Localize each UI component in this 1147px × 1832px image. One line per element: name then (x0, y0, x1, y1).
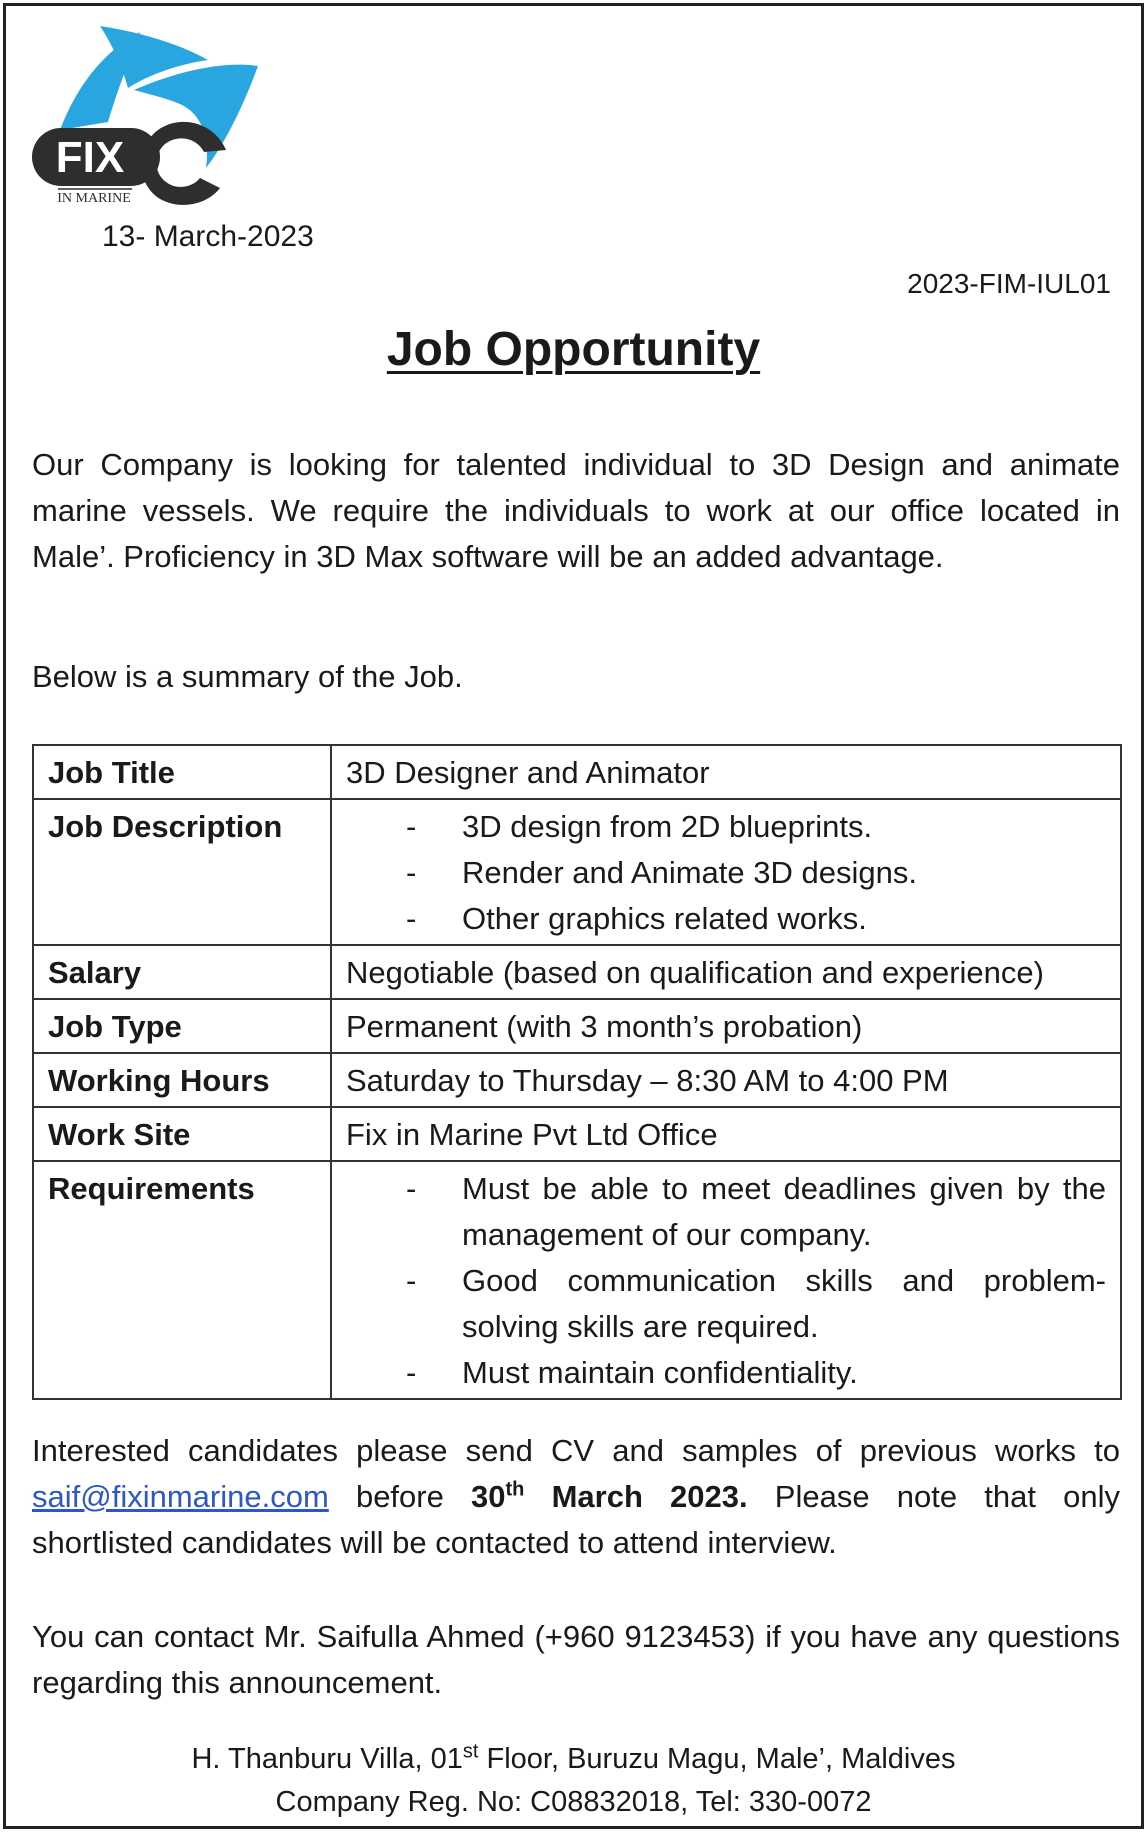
table-row (33, 1053, 1121, 1107)
work-site-value: Fix in Marine Pvt Ltd Office (331, 1107, 1121, 1161)
work-site-label: Work Site (33, 1107, 331, 1161)
requirements-label: Requirements (33, 1161, 331, 1399)
working-hours-label: Working Hours (33, 1053, 331, 1107)
job-announcement-page (3, 3, 1144, 1829)
working-hours-value: Saturday to Thursday – 8:30 AM to 4:00 PM (331, 1053, 1121, 1107)
deadline (471, 1479, 748, 1514)
reference-number: 2023-FIM-IUL01 (907, 268, 1111, 299)
table-row (33, 945, 1121, 999)
logo-brand: FIX (55, 133, 125, 182)
company-logo (30, 18, 266, 208)
list-item: - Good communication skills and problem-solving skills are required. (346, 1258, 1106, 1350)
job-description-label: Job Description (33, 799, 331, 945)
requirements-list (346, 1166, 1106, 1396)
list-item: - Other graphics related works. (346, 896, 1106, 942)
apply-note: Please note that only shortlisted candidates will be contacted to attend interview. (32, 1479, 1120, 1560)
contact-paragraph: You can contact Mr. Saifulla Ahmed (+960 9123453) if you have any questions regarding this announcement. (32, 1619, 1120, 1700)
job-description-value (331, 799, 1121, 945)
job-type-label: Job Type (33, 999, 331, 1053)
footer (6, 1738, 1141, 1824)
deadline-day: 30 (471, 1479, 506, 1514)
announcement-date: 13- March-2023 (102, 220, 314, 253)
page-title: Job Opportunity (386, 323, 761, 376)
list-item: - Must be able to meet deadlines given by the management of our company. (346, 1166, 1106, 1258)
requirements-value (331, 1161, 1121, 1399)
list-item: - Render and Animate 3D designs. (346, 850, 1106, 896)
table-row (33, 999, 1121, 1053)
job-type-value: Permanent (with 3 month’s probation) (331, 999, 1121, 1053)
salary-label: Salary (33, 945, 331, 999)
footer-address (6, 1738, 1141, 1781)
address-pre: H. Thanburu Villa, 01 (191, 1743, 463, 1775)
list-item: - Must maintain confidentiality. (346, 1350, 1106, 1396)
address-sup: st (462, 1740, 479, 1763)
table-row (33, 799, 1121, 945)
job-summary-table (32, 744, 1122, 1400)
address-post: Floor, Buruzu Magu, Male’, Maldives (478, 1743, 956, 1775)
table-row (33, 1107, 1121, 1161)
email-link[interactable]: saif@fixinmarine.com (32, 1479, 329, 1514)
table-row (33, 1161, 1121, 1399)
footer-registration: Company Reg. No: C08832018, Tel: 330-0072 (275, 1786, 872, 1818)
deadline-suffix: th (505, 1478, 525, 1501)
logo-tagline: IN MARINE (57, 191, 131, 206)
application-paragraph (32, 1428, 1120, 1566)
table-row (33, 745, 1121, 799)
job-title-label: Job Title (33, 745, 331, 799)
intro-paragraph: Our Company is looking for talented individual to 3D Design and animate marine vessels. We require the individuals to work at our office located in Male’. Proficiency in 3D Max software will be an added advantage. (32, 447, 1120, 574)
summary-intro: Below is a summary of the Job. (32, 659, 463, 694)
job-description-list (346, 804, 1106, 942)
job-title-value: 3D Designer and Animator (331, 745, 1121, 799)
apply-before: before (355, 1479, 444, 1514)
apply-lead: Interested candidates please send CV and samples of previous works to (32, 1433, 1120, 1468)
salary-value: Negotiable (based on qualification and experience) (331, 945, 1121, 999)
deadline-rest: March 2023. (551, 1479, 748, 1514)
list-item: - 3D design from 2D blueprints. (346, 804, 1106, 850)
